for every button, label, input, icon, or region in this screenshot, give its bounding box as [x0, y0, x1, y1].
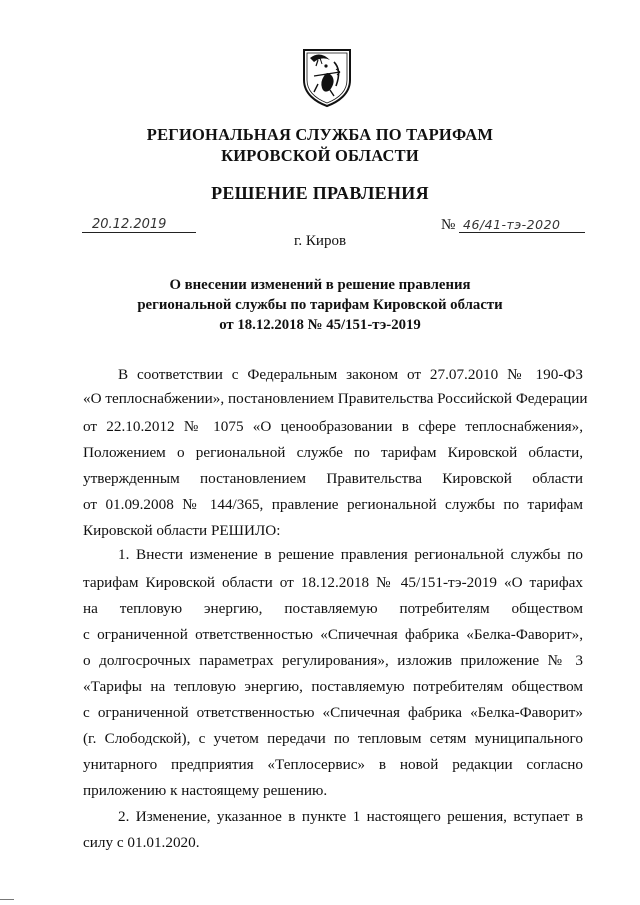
body-line: тарифам Кировской области от 18.12.2018 № 45/151-тэ-2019 «О тарифах: [83, 574, 583, 591]
body-line: «Тарифы на тепловую энергию, поставляемую потребителям обществом: [83, 678, 583, 695]
document-title: РЕШЕНИЕ ПРАВЛЕНИЯ: [211, 183, 429, 203]
handwritten-document-number: 46/41-тэ-2020: [459, 218, 585, 233]
body-line: с ограниченной ответственностью «Спичечная фабрика «Белка-Фаворит»: [83, 704, 583, 721]
body-line: от 22.10.2012 № 1075 «О ценообразовании в сфере теплоснабжения»,: [83, 418, 583, 435]
scan-edge-mark: [0, 899, 14, 900]
clause-1-line: 1. Внести изменение в решение правления региональной службы по: [118, 546, 583, 563]
body-line: силу с 01.01.2020.: [83, 834, 200, 851]
subject-line2: региональной службы по тарифам Кировской области: [137, 297, 503, 313]
body-line: (г. Слободской), с учетом передачи по тепловым сетям муниципального: [83, 730, 583, 747]
organization-name-line2: КИРОВСКОЙ ОБЛАСТИ: [221, 146, 419, 165]
body-line: Кировской области РЕШИЛО:: [83, 522, 281, 539]
body-line: на тепловую энергию, поставляемую потребителям обществом: [83, 600, 583, 617]
subject-line1: О внесении изменений в решение правления: [169, 277, 471, 293]
body-line: о долгосрочных параметрах регулирования», изложив приложение № 3: [83, 652, 583, 669]
body-line: с ограниченной ответственностью «Спичечная фабрика «Белка-Фаворит»,: [83, 626, 583, 643]
kirov-coat-of-arms-icon: [300, 46, 354, 108]
organization-name-line1: РЕГИОНАЛЬНАЯ СЛУЖБА ПО ТАРИФАМ: [146, 125, 494, 144]
clause-2-line: 2. Изменение, указанное в пункте 1 настоящего решения, вступает в: [118, 808, 583, 825]
body-line: приложению к настоящему решению.: [83, 782, 328, 799]
number-label: №: [441, 217, 456, 233]
body-line: Положением о региональной службе по тарифам Кировской области,: [83, 444, 583, 461]
handwritten-date: 20.12.2019: [82, 218, 196, 233]
body-line: В соответствии с Федеральным законом от 27.07.2010 № 190-ФЗ: [118, 366, 583, 383]
city-name: г. Киров: [293, 233, 347, 249]
subject-line3: от 18.12.2018 № 45/151-тэ-2019: [219, 317, 421, 333]
body-line: от 01.09.2008 № 144/365, правление региональной службы по тарифам: [83, 496, 583, 513]
body-line: унитарного предприятия «Теплосервис» в новой редакции согласно: [83, 756, 583, 773]
body-line: утвержденным постановлением Правительства Кировской области: [83, 470, 583, 487]
body-line: «О теплоснабжении», постановлением Правительства Российской Федерации: [83, 390, 588, 407]
